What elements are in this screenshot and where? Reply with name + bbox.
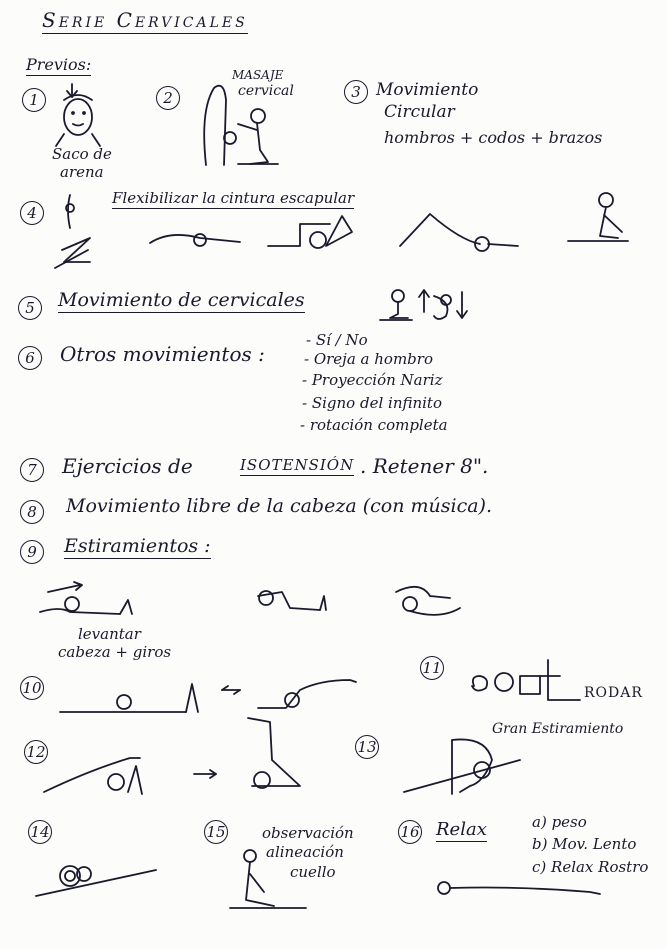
- masaje-label: MASAJE: [232, 68, 284, 82]
- stretching-sketches: [40, 582, 460, 615]
- relax-list-item: b) Mov. Lento: [532, 835, 637, 853]
- item-number-1: 1: [22, 88, 46, 112]
- item-number-2: 2: [156, 86, 180, 110]
- exercise-15-sketch: [230, 850, 306, 908]
- relax-list-item: a) peso: [532, 813, 587, 831]
- arena-label: arena: [60, 163, 104, 181]
- relax-heading: Relax: [436, 819, 487, 840]
- massage-sketch: [204, 86, 278, 165]
- cervical-label: cervical: [238, 83, 294, 99]
- movimiento-circular-line1: Movimiento: [376, 80, 479, 100]
- movimiento-circular-line2: Circular: [384, 102, 455, 122]
- item-number-14: 14: [28, 820, 52, 844]
- ejercicios-label: Ejercicios de: [62, 454, 193, 478]
- item-number-4: 4: [20, 201, 44, 225]
- saco-label: Saco de: [52, 145, 112, 163]
- item-number-6: 6: [18, 346, 42, 370]
- previos-heading: Previos:: [26, 55, 92, 74]
- movimiento-circular-line3: hombros + codos + brazos: [384, 128, 603, 147]
- otros-list-item: - rotación completa: [300, 416, 448, 434]
- estiramientos-heading: Estiramientos :: [64, 535, 211, 557]
- gran-estiramiento-label: Gran Estiramiento: [492, 721, 624, 737]
- alineacion-label: alineación: [266, 843, 344, 861]
- movimiento-cervicales-heading: Movimiento de cervicales: [58, 289, 305, 311]
- item-number-3: 3: [344, 80, 368, 104]
- movimiento-libre-label: Movimiento libre de la cabeza (con música).: [66, 495, 492, 517]
- shoulder-flex-sketches: [55, 189, 628, 268]
- item-number-9: 9: [20, 540, 44, 564]
- isotension-label: ISOTENSIÓN: [240, 456, 355, 474]
- otros-list-item: - Oreja a hombro: [304, 350, 433, 368]
- item-number-12: 12: [24, 740, 48, 764]
- page-title: Serie Cervicales: [42, 8, 248, 32]
- observacion-label: observación: [262, 824, 354, 842]
- otros-movimientos-label: Otros movimientos :: [60, 342, 265, 366]
- exercise-16-relax-sketch: [438, 882, 600, 894]
- head-sandbag-sketch: [56, 84, 100, 146]
- otros-list-item: - Sí / No: [306, 331, 368, 349]
- exercise-11-rodar-sketch: [472, 660, 580, 700]
- exercise-12-sketch: [44, 718, 300, 794]
- item-number-5: 5: [18, 296, 42, 320]
- otros-list-item: - Signo del infinito: [302, 394, 442, 412]
- item-number-10: 10: [20, 676, 44, 700]
- flexibilizar-heading: Flexibilizar la cintura escapular: [112, 189, 355, 207]
- retener-label: . Retener 8".: [360, 454, 489, 478]
- cervical-movement-sketch: [380, 290, 467, 320]
- exercise-14-sketch: [36, 866, 156, 896]
- exercise-13-sketch: [404, 739, 520, 794]
- levantar-label: levantar: [78, 625, 141, 643]
- relax-list-item: c) Relax Rostro: [532, 858, 649, 876]
- rodar-label: RODAR: [584, 685, 643, 701]
- item-number-13: 13: [355, 735, 379, 759]
- item-number-11: 11: [420, 656, 444, 680]
- item-number-16: 16: [398, 820, 422, 844]
- cabeza-giros-label: cabeza + giros: [58, 643, 172, 661]
- otros-list-item: - Proyección Nariz: [302, 371, 443, 389]
- item-number-7: 7: [20, 458, 44, 482]
- item-number-8: 8: [20, 500, 44, 524]
- exercise-10-sketch: [60, 680, 356, 712]
- item-number-15: 15: [204, 820, 228, 844]
- cuello-label: cuello: [290, 863, 336, 881]
